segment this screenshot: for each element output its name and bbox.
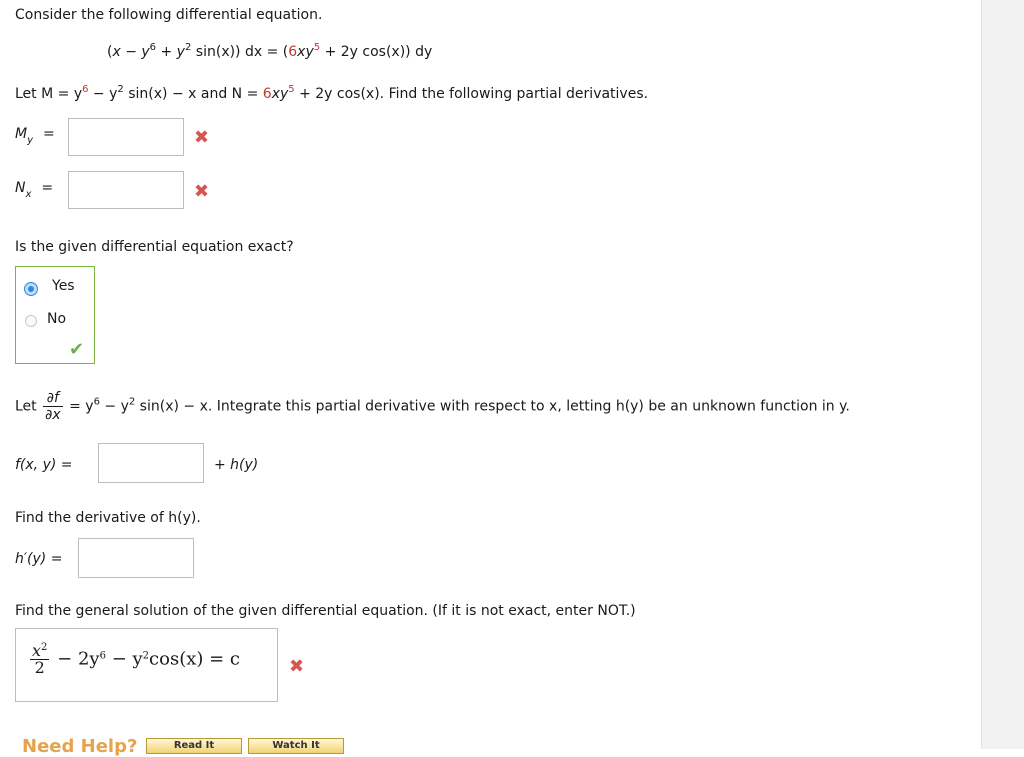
read-it-button[interactable]: Read It <box>146 738 242 754</box>
need-help-label: Need Help? <box>22 736 138 757</box>
my-incorrect-icon: ✖ <box>194 127 210 148</box>
correct-check-icon: ✔ <box>69 339 85 360</box>
find-derivative-text: Find the derivative of h(y). <box>15 510 201 526</box>
general-solution-prompt: Find the general solution of the given differential equation. (If it is not exact, enter NOT.) <box>15 603 636 619</box>
yes-radio[interactable] <box>25 283 37 295</box>
general-solution-expression: $\frac{x^2}{2}$ − $2y^6 - y^2\cos(x) = c$ <box>32 641 241 677</box>
exact-radio-group <box>15 266 95 364</box>
differential-equation: ($x - y^6 + y^2$ sin(x)) dx = ($6xy^5 + 2y$ cos(x)) dy <box>107 42 433 60</box>
my-input[interactable] <box>68 118 184 156</box>
vertical-scrollbar[interactable] <box>981 0 1024 749</box>
no-radio[interactable] <box>25 315 37 327</box>
nx-label: $N_x$ = <box>15 180 54 200</box>
fxy-label: f(x, y) = <box>15 457 73 473</box>
watch-it-button[interactable]: Watch It <box>248 738 344 754</box>
let-m-n-text: Let $M = y^6 - y^2$ sin(x) − x and $N = 6xy^5 + 2y$ cos(x). Find the following partial derivatives. <box>15 84 649 102</box>
intro-text: Consider the following differential equation. <box>15 7 323 23</box>
yes-label[interactable]: Yes <box>52 278 75 294</box>
final-incorrect-icon: ✖ <box>289 656 305 677</box>
nx-incorrect-icon: ✖ <box>194 181 210 202</box>
let-df-dx-text: Let $\frac{\partial f}{\partial x}$ = $y^6 - y^2$ sin(x) − x. Integrate this partial derivative with respect to x, letting h(y) be an unknown function in y. <box>15 390 850 423</box>
hprime-input[interactable] <box>78 538 194 578</box>
hprime-label: h′(y) = <box>15 551 63 567</box>
general-solution-answer[interactable] <box>15 628 278 702</box>
nx-input[interactable] <box>68 171 184 209</box>
fxy-suffix: + h(y) <box>214 457 259 473</box>
no-label[interactable]: No <box>47 311 67 327</box>
exact-question: Is the given differential equation exact? <box>15 239 294 255</box>
fxy-input[interactable] <box>98 443 204 483</box>
my-label: $M_y$ = <box>15 126 55 146</box>
